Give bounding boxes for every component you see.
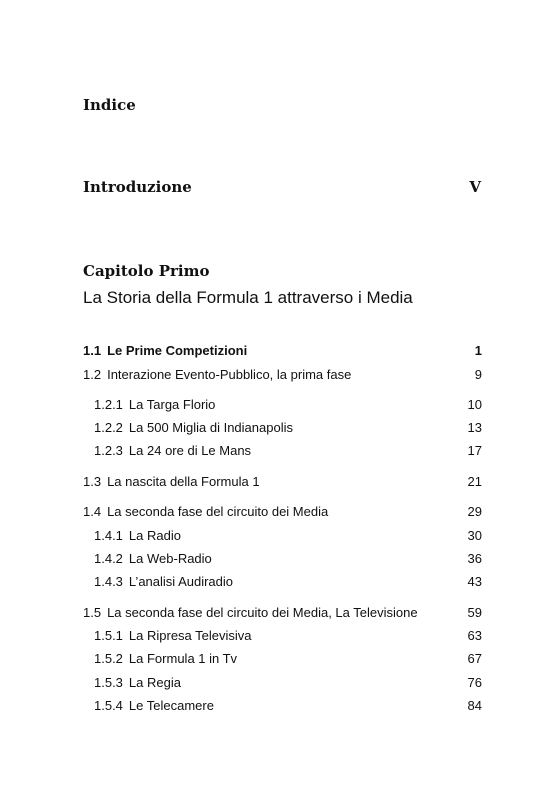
toc-entry-title: La Ripresa Televisiva: [128, 628, 252, 643]
toc-entry: [83, 366, 482, 384]
toc-subentry: [94, 650, 482, 668]
toc-entry-page: 36: [467, 551, 482, 566]
toc-entry-page: 9: [474, 367, 482, 382]
toc-entry-title: La seconda fase del circuito dei Media, La Televisione: [107, 605, 418, 620]
toc-entry-number: 1.4.2: [94, 551, 123, 566]
toc-entry-number: 1.1: [83, 343, 102, 358]
toc-entry-number: 1.4.1: [94, 528, 123, 543]
toc-entry-number: 1.5.2: [94, 651, 123, 666]
toc-entry-number: 1.4: [83, 504, 102, 519]
toc-entry-title: La Web-Radio: [128, 551, 212, 566]
toc-subentry: [94, 697, 482, 715]
toc-entry-title: Interazione Evento-Pubblico, la prima fase: [107, 367, 352, 382]
toc-entry-title: La 24 ore di Le Mans: [128, 443, 252, 458]
toc-subentry: [94, 396, 482, 414]
toc-entry-page: 63: [467, 628, 482, 643]
toc-entry-page: 30: [467, 528, 482, 543]
toc-subentry: [94, 442, 482, 460]
toc-entry-page: 29: [467, 504, 482, 519]
toc-entry-title: Le Prime Competizioni: [107, 343, 248, 358]
toc-entry-number: 1.4.3: [94, 574, 123, 589]
toc-entry-page: 43: [467, 574, 482, 589]
toc-entry-title: La Targa Florio: [128, 397, 216, 412]
toc-entry-page: 17: [467, 443, 482, 458]
toc-entry-page: 76: [467, 675, 482, 690]
toc-entry-number: 1.2.1: [94, 397, 123, 412]
toc-entry-title: L’analisi Audiradio: [128, 574, 233, 589]
toc-entry-page: 59: [467, 605, 482, 620]
toc-subentry: [94, 674, 482, 692]
toc-entry-number: 1.5.1: [94, 628, 123, 643]
toc-entry-title: La Regia: [128, 675, 181, 690]
toc-entry-page: 84: [467, 698, 482, 713]
toc-entry-number: 1.2: [83, 367, 102, 382]
toc-subentry: [94, 550, 482, 568]
toc-entry-title: La Formula 1 in Tv: [128, 651, 238, 666]
toc-entry-title: La Radio: [128, 528, 181, 543]
chapter-label: Capitolo Primo: [83, 262, 210, 280]
toc-entry-number: 1.2.2: [94, 420, 123, 435]
index-heading: Indice: [83, 96, 136, 114]
introduction-label: Introduzione: [83, 178, 192, 196]
toc-subentry: [94, 573, 482, 591]
toc-entry-page: 21: [467, 474, 482, 489]
toc-entry-page: 10: [467, 397, 482, 412]
toc-entry-number: 1.5.4: [94, 698, 123, 713]
toc-entry: [83, 503, 482, 521]
toc-entry-title: Le Telecamere: [128, 698, 214, 713]
chapter-title: La Storia della Formula 1 attraverso i Media: [83, 288, 413, 307]
toc-entry-number: 1.3: [83, 474, 102, 489]
toc-entry-number: 1.2.3: [94, 443, 123, 458]
toc-entry-page: 13: [467, 420, 482, 435]
toc-entry-page: 1: [474, 343, 482, 358]
toc-entry: [83, 473, 482, 491]
toc-entry-number: 1.5: [83, 605, 102, 620]
toc-entry-number: 1.5.3: [94, 675, 123, 690]
toc-entry: [83, 342, 482, 360]
toc-entry-title: La nascita della Formula 1: [107, 474, 260, 489]
toc-subentry: [94, 419, 482, 437]
toc-entry-title: La 500 Miglia di Indianapolis: [128, 420, 293, 435]
introduction-page-number: V: [469, 178, 481, 196]
toc-entry-title: La seconda fase del circuito dei Media: [107, 504, 329, 519]
toc-subentry: [94, 527, 482, 545]
toc-entry-page: 67: [467, 651, 482, 666]
toc-subentry: [94, 627, 482, 645]
toc-entry: [83, 604, 482, 622]
